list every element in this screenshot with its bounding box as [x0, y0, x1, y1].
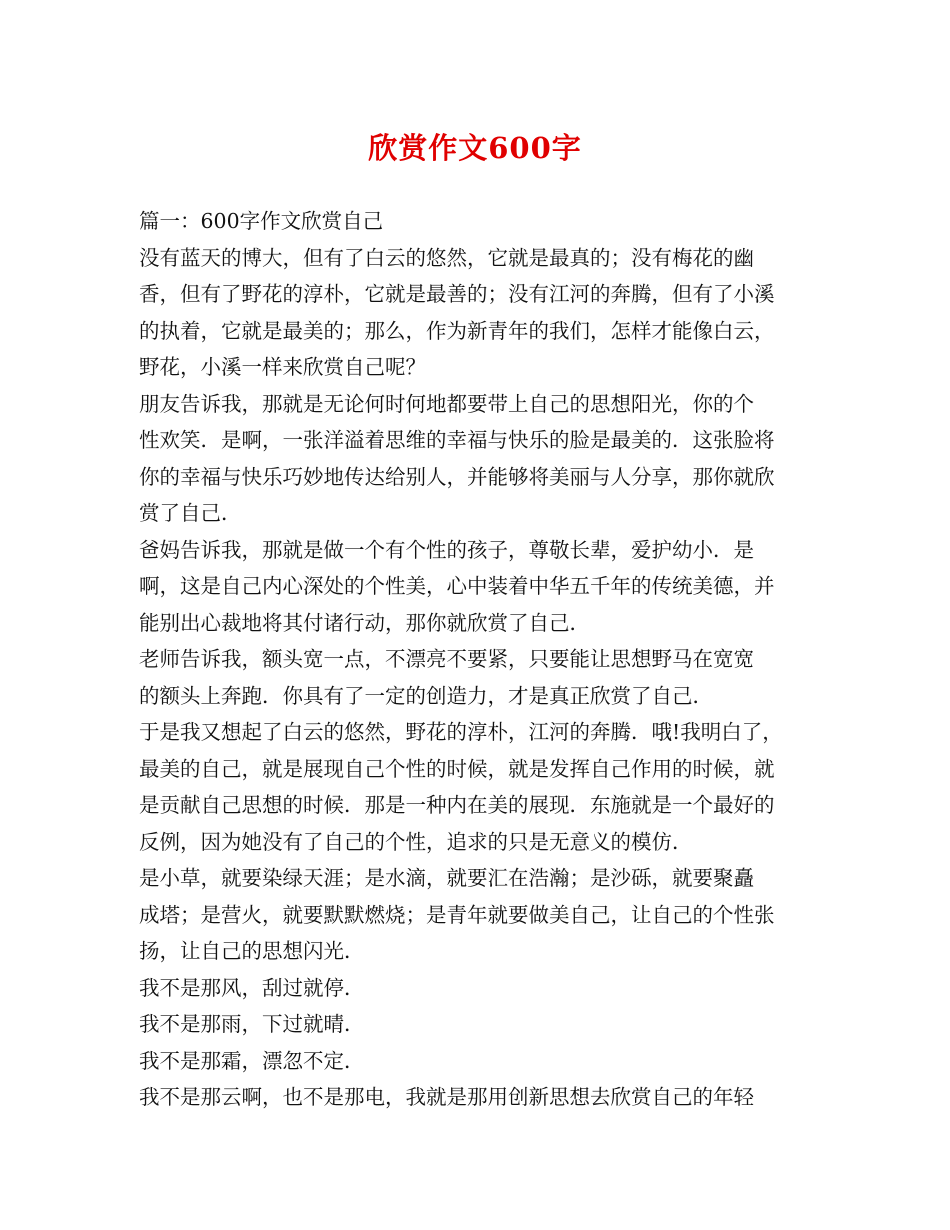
text-line: 我不是那霜，漂忽不定．: [139, 1048, 365, 1073]
text-line: 扬，让自己的思想闪光．: [139, 939, 365, 963]
text-line: 成塔；是营火，就要默默燃烧；是青年就要做美自己，让自己的个性张: [139, 902, 775, 927]
text-line: 香，但有了野花的淳朴，它就是最善的；没有江河的奔腾，但有了小溪: [139, 282, 775, 306]
text-line: 是贡献自己思想的时候．那是一种内在美的展现．东施就是一个最好的: [139, 793, 775, 817]
text-line: 的执着，它就是最美的；那么，作为新青年的我们，怎样才能像白云，: [139, 318, 775, 343]
text-line: 我不是那风，刮过就停．: [139, 975, 365, 1000]
text-line: 性欢笑．是啊，一张洋溢着思维的幸福与快乐的脸是最美的．这张脸将: [139, 428, 775, 452]
text-line: 我不是那雨，下过就晴．: [139, 1012, 365, 1036]
text-line: 赏了自己．: [139, 501, 242, 525]
text-line: 朋友告诉我，那就是无论何时何地都要带上自己的思想阳光，你的个: [139, 391, 754, 416]
document-body: [139, 203, 819, 1116]
text-line: 能别出心裁地将其付诸行动，那你就欣赏了自己．: [139, 610, 590, 635]
text-line: 的额头上奔跑．你具有了一定的创造力，才是真正欣赏了自己．: [139, 683, 713, 708]
document-title: 欣赏作文600字: [368, 131, 582, 165]
text-line: 反例，因为她没有了自己的个性，追求的只是无意义的模仿．: [139, 829, 693, 854]
text-line: 于是我又想起了白云的悠然，野花的淳朴，江河的奔腾．哦!我明白了，: [139, 720, 783, 744]
text-line: 最美的自己，就是展现自己个性的时候，就是发挥自己作用的时候，就: [139, 756, 775, 781]
text-line: 没有蓝天的博大，但有了白云的悠然，它就是最真的；没有梅花的幽: [139, 245, 754, 270]
text-line: 野花，小溪一样来欣赏自己呢？: [139, 355, 426, 379]
text-line: 爸妈告诉我，那就是做一个有个性的孩子，尊敬长辈，爱护幼小．是: [139, 537, 754, 562]
text-line: 啊，这是自己内心深处的个性美，心中装着中华五千年的传统美德，并: [139, 574, 775, 598]
text-line: 老师告诉我，额头宽一点，不漂亮不要紧，只要能让思想野马在宽宽: [139, 647, 754, 671]
text-line: 是小草，就要染绿天涯；是水滴，就要汇在浩瀚；是沙砾，就要聚矗: [139, 866, 754, 890]
text-line: 篇一：600字作文欣赏自己: [139, 209, 384, 233]
text-line: 你的幸福与快乐巧妙地传达给别人，并能够将美丽与人分享，那你就欣: [139, 464, 775, 489]
text-line: 我不是那云啊，也不是那电，我就是那用创新思想去欣赏自己的年轻: [139, 1085, 754, 1109]
